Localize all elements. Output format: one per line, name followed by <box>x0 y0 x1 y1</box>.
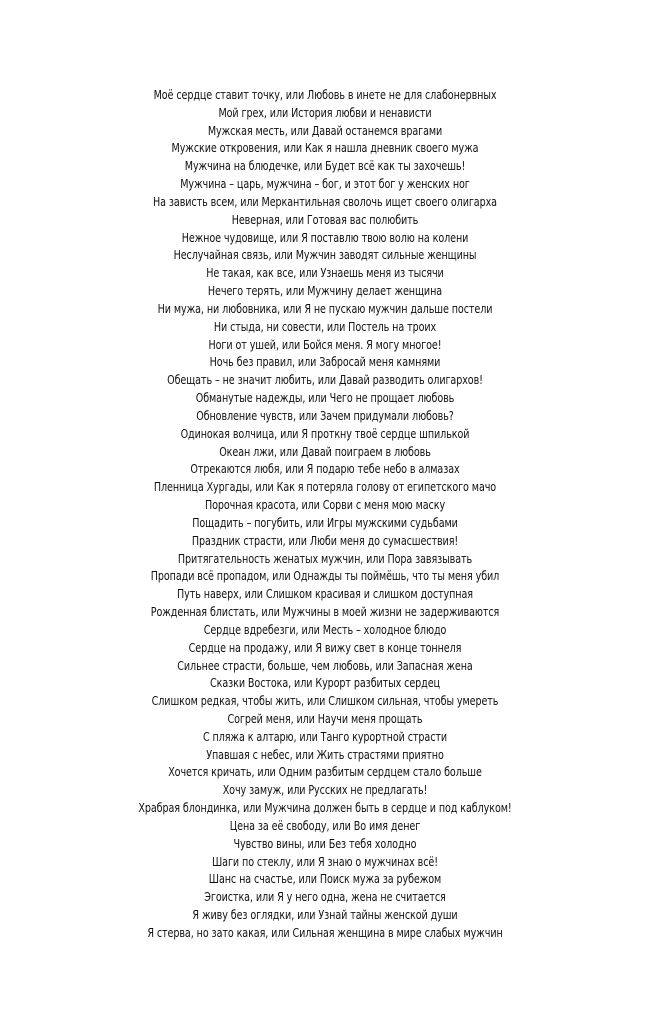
book-title: Шаги по стеклу, или Я знаю о мужчинах всё! <box>212 853 438 869</box>
book-title: Сказки Востока, или Курорт разбитых сердец <box>210 675 440 691</box>
book-title: Упавшая с небес, или Жить страстями приятно <box>206 746 444 762</box>
book-title: Неверная, или Готовая вас полюбить <box>231 211 419 227</box>
book-title: Пленница Хургады, или Как я потеряла голову от египетского мачо <box>153 479 497 495</box>
book-title: Чувство вины, или Без тебя холодно <box>233 835 417 851</box>
book-title: Неслучайная связь, или Мужчин заводят сильные женщины <box>173 247 477 263</box>
book-title: Хочется кричать, или Одним разбитым сердцем стало больше <box>168 764 482 780</box>
book-title: Цена за её свободу, или Во имя денег <box>229 817 421 833</box>
book-title: Сильнее страсти, больше, чем любовь, или Запасная жена <box>177 657 473 673</box>
book-title: Одинокая волчица, или Я проткну твоё сердце шпилькой <box>180 425 470 441</box>
book-title: Океан лжи, или Давай поиграем в любовь <box>219 443 431 459</box>
book-title: Ночь без правил, или Забросай меня камнями <box>209 354 441 370</box>
book-title: Обновление чувств, или Зачем придумали любовь? <box>196 407 454 423</box>
book-title: Я стерва, но зато какая, или Сильная женщина в мире слабых мужчин <box>147 924 503 940</box>
book-title: Я живу без оглядки, или Узнай тайны женской души <box>192 907 458 923</box>
book-title: Обещать – не значит любить, или Давай разводить олигархов! <box>167 372 483 388</box>
book-title: Порочная красота, или Сорви с меня мою маску <box>204 497 446 513</box>
book-title: На зависть всем, или Меркантильная сволочь ищет своего олигарха <box>153 193 497 209</box>
book-title: Моё сердце ставит точку, или Любовь в инете не для слабонервных <box>153 87 497 102</box>
book-title: Не такая, как все, или Узнаешь меня из тысячи <box>206 265 444 281</box>
book-title: Пощадить – погубить, или Игры мужскими судьбами <box>192 514 458 530</box>
book-title: Шанс на счастье, или Поиск мужа за рубежом <box>208 871 442 887</box>
book-title: Мой грех, или История любви и ненависти <box>218 104 432 120</box>
book-title: Эгоистка, или Я у него одна, жена не считается <box>204 889 446 905</box>
book-title: Сердце вдребезги, или Месть – холодное блюдо <box>203 621 447 637</box>
book-title: Мужские откровения, или Как я нашла дневник своего мужа <box>171 140 479 156</box>
book-title: Путь наверх, или Слишком красивая и слишком доступная <box>177 586 473 602</box>
book-title: Обманутые надежды, или Чего не прощает любовь <box>195 390 455 406</box>
book-title: Хочу замуж, или Русских не предлагать! <box>222 782 428 798</box>
book-title: Ноги от ушей, или Бойся меня. Я могу многое! <box>208 336 442 352</box>
book-title: Притягательность женатых мужчин, или Пора завязывать <box>177 550 473 566</box>
book-title: Отрекаются любя, или Я подарю тебе небо в алмазах <box>190 461 460 477</box>
book-title: Пропади всё пропадом, или Однажды ты поймёшь, что ты меня убил <box>150 568 500 584</box>
book-title: Ни мужа, ни любовника, или Я не пускаю мужчин дальше постели <box>157 300 493 316</box>
book-title: Мужская месть, или Давай останемся врагами <box>207 122 443 138</box>
book-title: Нежное чудовище, или Я поставлю твою волю на колени <box>181 229 469 245</box>
book-title: Рожденная блистать, или Мужчины в моей жизни не задерживаются <box>150 604 500 620</box>
book-title: Нечего терять, или Мужчину делает женщина <box>207 283 443 299</box>
book-title: Мужчина – царь, мужчина – бог, и этот бог у женских ног <box>180 176 470 192</box>
book-title: Ни стыда, ни совести, или Постель на троих <box>213 318 437 334</box>
book-title: Слишком редкая, чтобы жить, или Слишком сильная, чтобы умереть <box>151 693 499 709</box>
book-title: Храбрая блондинка, или Мужчина должен быть в сердце и под каблуком! <box>138 800 512 816</box>
book-title: Согрей меня, или Научи меня прощать <box>227 710 423 726</box>
book-title-list <box>0 86 650 942</box>
book-title: Сердце на продажу, или Я вижу свет в конце тоннеля <box>188 639 462 655</box>
book-title: Мужчина на блюдечке, или Будет всё как ты захочешь! <box>184 158 466 174</box>
book-title: С пляжа к алтарю, или Танго курортной страсти <box>202 728 448 744</box>
book-title: Праздник страсти, или Люби меня до сумасшествия! <box>191 532 459 548</box>
